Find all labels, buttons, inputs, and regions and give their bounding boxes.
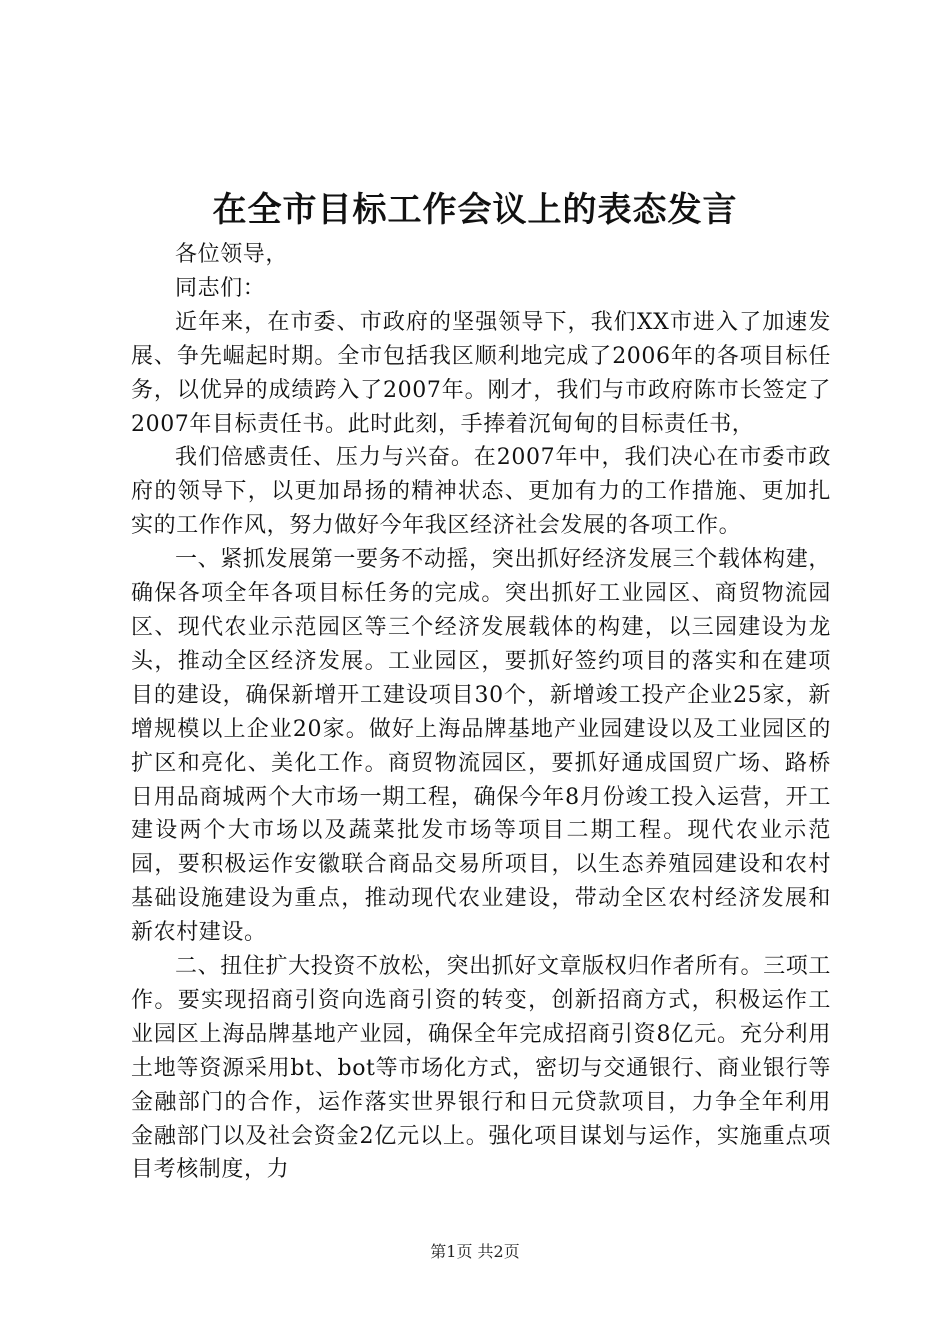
- document-title: 在全市目标工作会议上的表态发言: [212, 190, 738, 230]
- paragraph-intro: 近年来，在市委、市政府的坚强领导下，我们XX市进入了加速发展、争先崛起时期。全市包括我区顺利地完成了2006年的各项目标任务，以优异的成绩跨入了2007年。刚才，我们与市政府陈市长签定了2007年目标责任书。此时此刻，手捧着沉甸甸的目标责任书，: [131, 309, 831, 437]
- paragraph-point-two: 二、扭住扩大投资不放松，突出抓好文章版权归作者所有。三项工作。要实现招商引资向选商引资的转变，创新招商方式，积极运作工业园区上海品牌基地产业园，确保全年完成招商引资8亿元。充分利用土地等资源采用bt、bot等市场化方式，密切与交通银行、商业银行等金融部门的合作，运作落实世界银行和日元贷款项目，力争全年利用金融部门以及社会资金2亿元以上。强化项目谋划与运作，实施重点项目考核制度，力: [131, 954, 831, 1183]
- document-body: [131, 238, 831, 1187]
- page-number-footer: 第1页 共2页: [430, 1242, 520, 1261]
- salutation-leaders: 各位领导，: [175, 242, 289, 267]
- paragraph-point-one: 一、紧抓发展第一要务不动摇，突出抓好经济发展三个载体构建，确保各项全年各项目标任务的完成。突出抓好工业园区、商贸物流园区、现代农业示范园区等三个经济发展载体的构建，以三园建设为龙头，推动全区经济发展。工业园区，要抓好签约项目的落实和在建项目的建设，确保新增开工建设项目30个，新增竣工投产企业25家，新增规模以上企业20家。做好上海品牌基地产业园建设以及工业园区的扩区和亮化、美化工作。商贸物流园区，要抓好通成国贸广场、路桥日用品商城两个大市场一期工程，确保今年8月份竣工投入运营，开工建设两个大市场以及蔬菜批发市场等项目二期工程。现代农业示范园，要积极运作安徽联合商品交易所项目，以生态养殖园建设和农村基础设施建设为重点，推动现代农业建设，带动全区农村经济发展和新农村建设。: [131, 547, 831, 946]
- salutation-comrades: 同志们：: [175, 275, 266, 301]
- paragraph-commitment: 我们倍感责任、压力与兴奋。在2007年中，我们决心在市委市政府的领导下，以更加昂扬的精神状态、更加有力的工作措施、更加扎实的工作作风，努力做好今年我区经济社会发展的各项工作。: [131, 445, 831, 539]
